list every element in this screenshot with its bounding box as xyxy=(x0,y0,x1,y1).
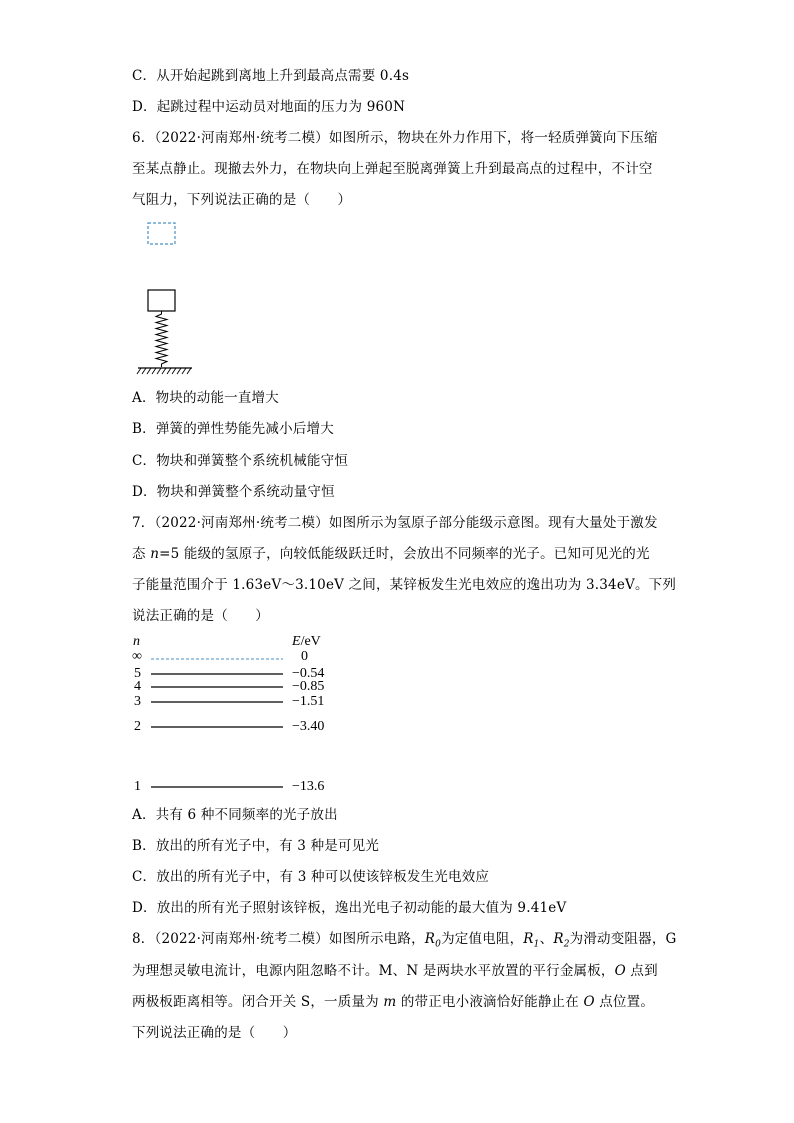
variable-n: n xyxy=(150,546,160,562)
q7-option-a: A．共有 6 种不同频率的光子放出 xyxy=(132,807,338,823)
level-n-1: 1 xyxy=(134,779,141,794)
q5-option-c: C．从开始起跳到离地上升到最高点需要 0.4s xyxy=(132,68,410,84)
q6-stem-line1: 6．（2022·河南郑州·统考二模）如图所示，物块在外力作用下，将一轻质弹簧向下压缩 xyxy=(132,130,658,146)
q8-stem-line4: 下列说法正确的是（ ） xyxy=(132,1025,297,1041)
level-e-0: 0 xyxy=(301,649,308,664)
level-e-1: −13.6 xyxy=(292,779,325,794)
q6-option-a: A．物块的动能一直增大 xyxy=(132,390,279,406)
q7-option-d: D．放出的所有光子照射该锌板，逸出光电子初动能的最大值为 9.41eV xyxy=(132,900,567,916)
q8-stem-line1: 8．（2022·河南郑州·统考二模）如图所示电路，$R_0$为定值电阻，$R_1$、$R_2$为滑动变阻器，G xyxy=(132,931,677,950)
q6-option-b: B．弹簧的弹性势能先减小后增大 xyxy=(132,421,334,437)
block xyxy=(148,290,175,311)
ground-hatch xyxy=(137,368,191,374)
q8-stem-line3: 两极板距离相等。闭合开关 S，一质量为 m 的带正电小液滴恰好能静止在 O 点位置。 xyxy=(132,994,655,1010)
level-n-4: 4 xyxy=(134,679,141,694)
level-e-2: −3.40 xyxy=(292,719,325,734)
q7-stem-line3: 子能量范围介于 1.63eV～3.10eV 之间，某锌板发生光电效应的逸出功为 3.34eV。下列 xyxy=(132,577,677,593)
q7-option-c: C．放出的所有光子中，有 3 种可以使该锌板发生光电效应 xyxy=(132,869,490,885)
level-e-3: −1.51 xyxy=(292,694,325,709)
level-lines xyxy=(148,650,288,800)
level-n-5: 5 xyxy=(134,666,141,681)
q6-option-c: C．物块和弹簧整个系统机械能守恒 xyxy=(132,453,349,469)
spring-block-figure xyxy=(130,218,220,380)
q8-stem-line2: 为理想灵敏电流计，电源内阻忽略不计。M、N 是两块水平放置的平行金属板，O 点到 xyxy=(132,963,658,979)
level-e-5: −0.54 xyxy=(292,666,325,681)
level-e-4: −0.85 xyxy=(292,679,325,694)
q6-option-d: D．物块和弹簧整个系统动量守恒 xyxy=(132,484,335,500)
q6-stem-line2: 至某点静止。现撤去外力，在物块向上弹起至脱离弹簧上升到最高点的过程中，不计空 xyxy=(132,161,653,177)
q7-stem-line1: 7．（2022·河南郑州·统考二模）如图所示为氢原子部分能级示意图。现有大量处于激发 xyxy=(132,515,658,531)
spring xyxy=(156,311,167,367)
q7-stem-line4: 说法正确的是（ ） xyxy=(132,608,269,624)
level-n-2: 2 xyxy=(134,719,141,734)
q5-option-d: D．起跳过程中运动员对地面的压力为 960N xyxy=(132,99,406,115)
q7-option-b: B．放出的所有光子中，有 3 种是可见光 xyxy=(132,838,380,854)
n-header: n xyxy=(133,634,140,649)
e-header: E/eV xyxy=(292,634,321,649)
level-n-infinity: ∞ xyxy=(132,649,142,664)
q7-stem-line2: 态 n=5 能级的氢原子，向较低能级跃迁时，会放出不同频率的光子。已知可见光的光 xyxy=(132,546,650,562)
q6-stem-line3: 气阻力，下列说法正确的是（ ） xyxy=(132,192,352,208)
level-n-3: 3 xyxy=(134,694,141,709)
dashed-block-highest-position xyxy=(148,223,175,244)
